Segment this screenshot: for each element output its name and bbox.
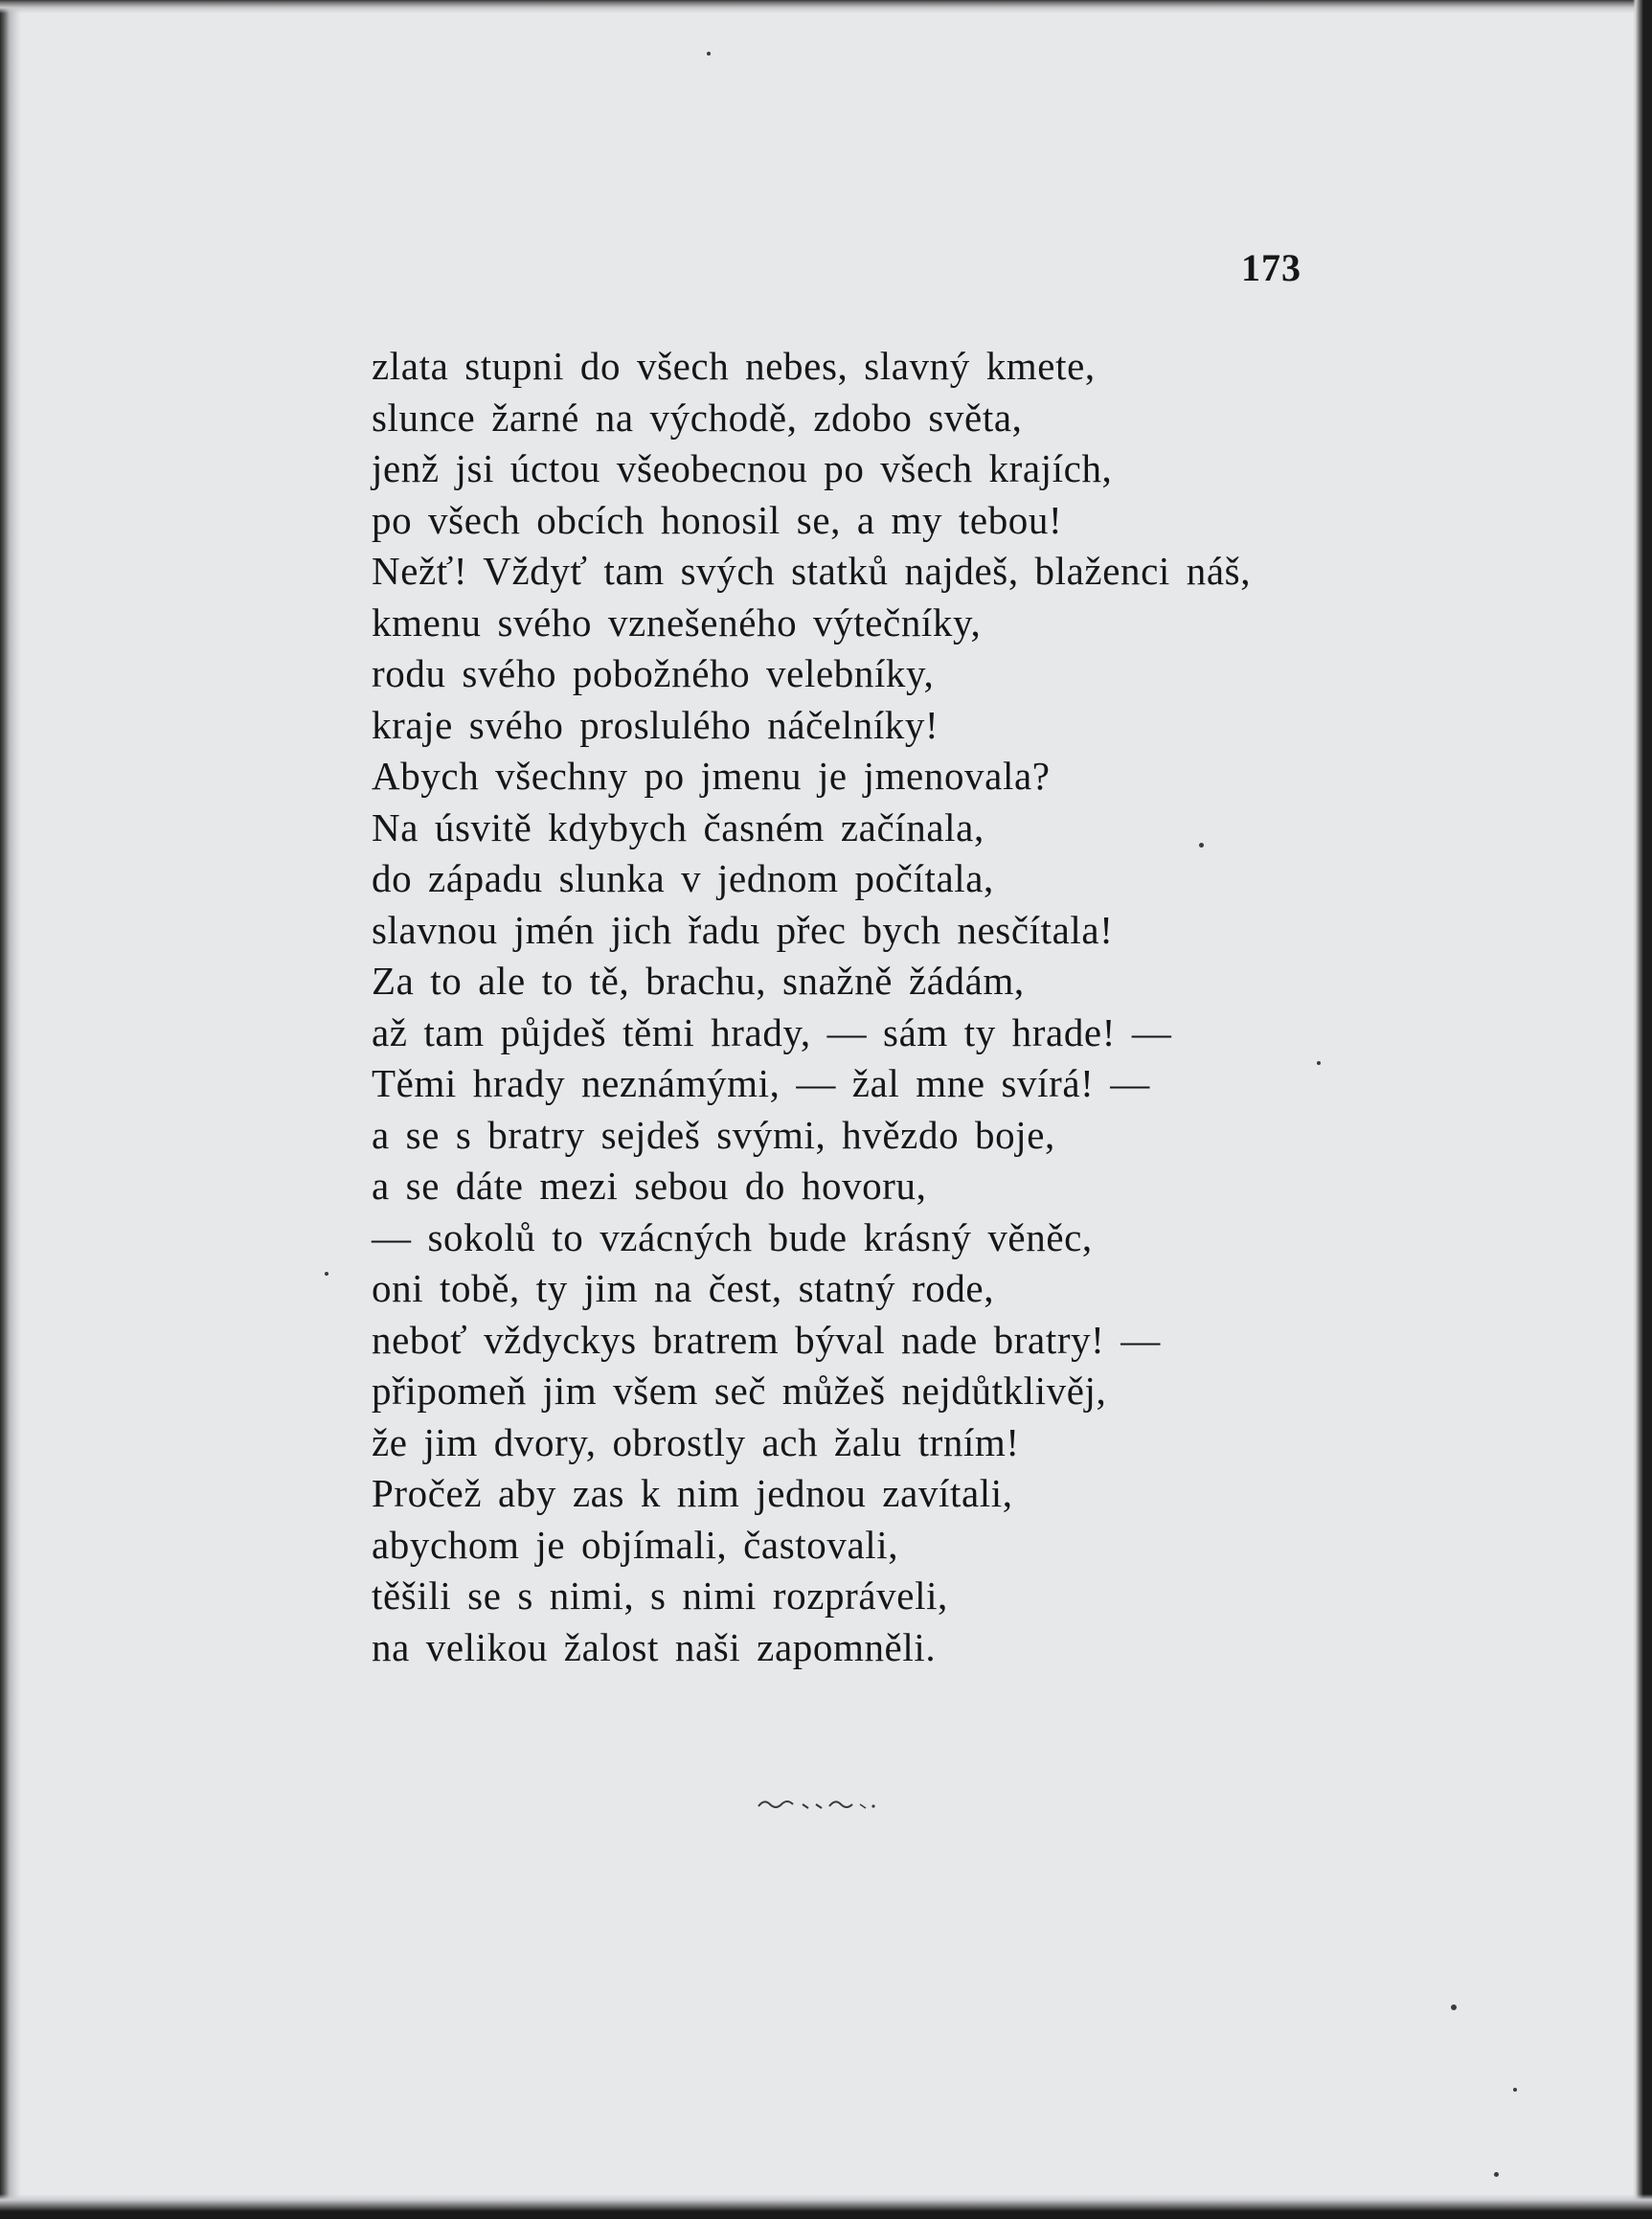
poem-line: — sokolů to vzácných bude krásný věněc, bbox=[372, 1214, 1093, 1259]
poem-line: kraje svého proslulého náčelníky! bbox=[372, 702, 939, 747]
page-number: 173 bbox=[1241, 246, 1301, 289]
poem-line: Za to ale to tě, brachu, snažně žádám, bbox=[372, 959, 1025, 1003]
paper-speck bbox=[1494, 2172, 1499, 2177]
poem-line: do západu slunka v jednom počítala, bbox=[372, 856, 994, 900]
poem-line: na velikou žalost naši zapomněli. bbox=[372, 1624, 937, 1669]
paper-speck bbox=[1451, 2004, 1457, 2010]
paper-speck bbox=[1199, 843, 1204, 848]
poem-line: rodu svého pobožného velebníky, bbox=[372, 651, 935, 695]
right-page-edge bbox=[1633, 0, 1652, 2219]
poem-line: že jim dvory, obrostly ach žalu trním! bbox=[372, 1419, 1020, 1464]
poem-line: těšili se s nimi, s nimi rozpráveli, bbox=[372, 1574, 948, 1618]
poem-line: abychom je objímali, častovali, bbox=[372, 1522, 899, 1567]
poem-line: Nežť! Vždyť tam svých statků najdeš, blaženci náš, bbox=[372, 549, 1252, 593]
poem-line: až tam půjdeš těmi hrady, — sám ty hrade! — bbox=[372, 1009, 1172, 1054]
poem-text bbox=[372, 341, 1329, 1673]
poem-line: připomeň jim všem seč můžeš nejdůtklivěj, bbox=[372, 1369, 1107, 1413]
paper-speck bbox=[1513, 2088, 1517, 2092]
bottom-page-edge bbox=[0, 2194, 1652, 2219]
poem-line: a se dáte mezi sebou do hovoru, bbox=[372, 1164, 927, 1208]
poem-line: Abych všechny po jmenu je jmenovala? bbox=[372, 754, 1051, 798]
poem-line: po všech obcích honosil se, a my tebou! bbox=[372, 497, 1063, 542]
poem-line: a se s bratry sejdeš svými, hvězdo boje, bbox=[372, 1112, 1055, 1157]
poem-line: kmenu svého vznešeného výtečníky, bbox=[372, 600, 982, 645]
poem-line: Pročež aby zas k nim jednou zavítali, bbox=[372, 1471, 1013, 1515]
poem-line: slavnou jmén jich řadu přec bych nesčítala! bbox=[372, 907, 1114, 952]
paper-speck bbox=[1317, 1061, 1321, 1065]
paper-speck bbox=[325, 1272, 328, 1276]
binding-shadow bbox=[0, 0, 21, 2219]
poem-line: Těmi hrady neznámými, — žal mne svírá! — bbox=[372, 1061, 1150, 1105]
tilde-flourish-icon bbox=[757, 1793, 881, 1816]
top-page-edge bbox=[0, 0, 1652, 13]
poem-line: neboť vždyckys bratrem býval nade bratry! — bbox=[372, 1317, 1161, 1362]
poem-line: Na úsvitě kdybych časném začínala, bbox=[372, 804, 984, 849]
paper-speck bbox=[707, 52, 711, 56]
poem-line: oni tobě, ty jim na čest, statný rode, bbox=[372, 1266, 995, 1310]
poem-line: zlata stupni do všech nebes, slavný kmete, bbox=[372, 344, 1096, 388]
poem-line: slunce žarné na východě, zdobo světa, bbox=[372, 395, 1023, 440]
poem-line: jenž jsi úctou všeobecnou po všech krajích, bbox=[372, 446, 1113, 490]
